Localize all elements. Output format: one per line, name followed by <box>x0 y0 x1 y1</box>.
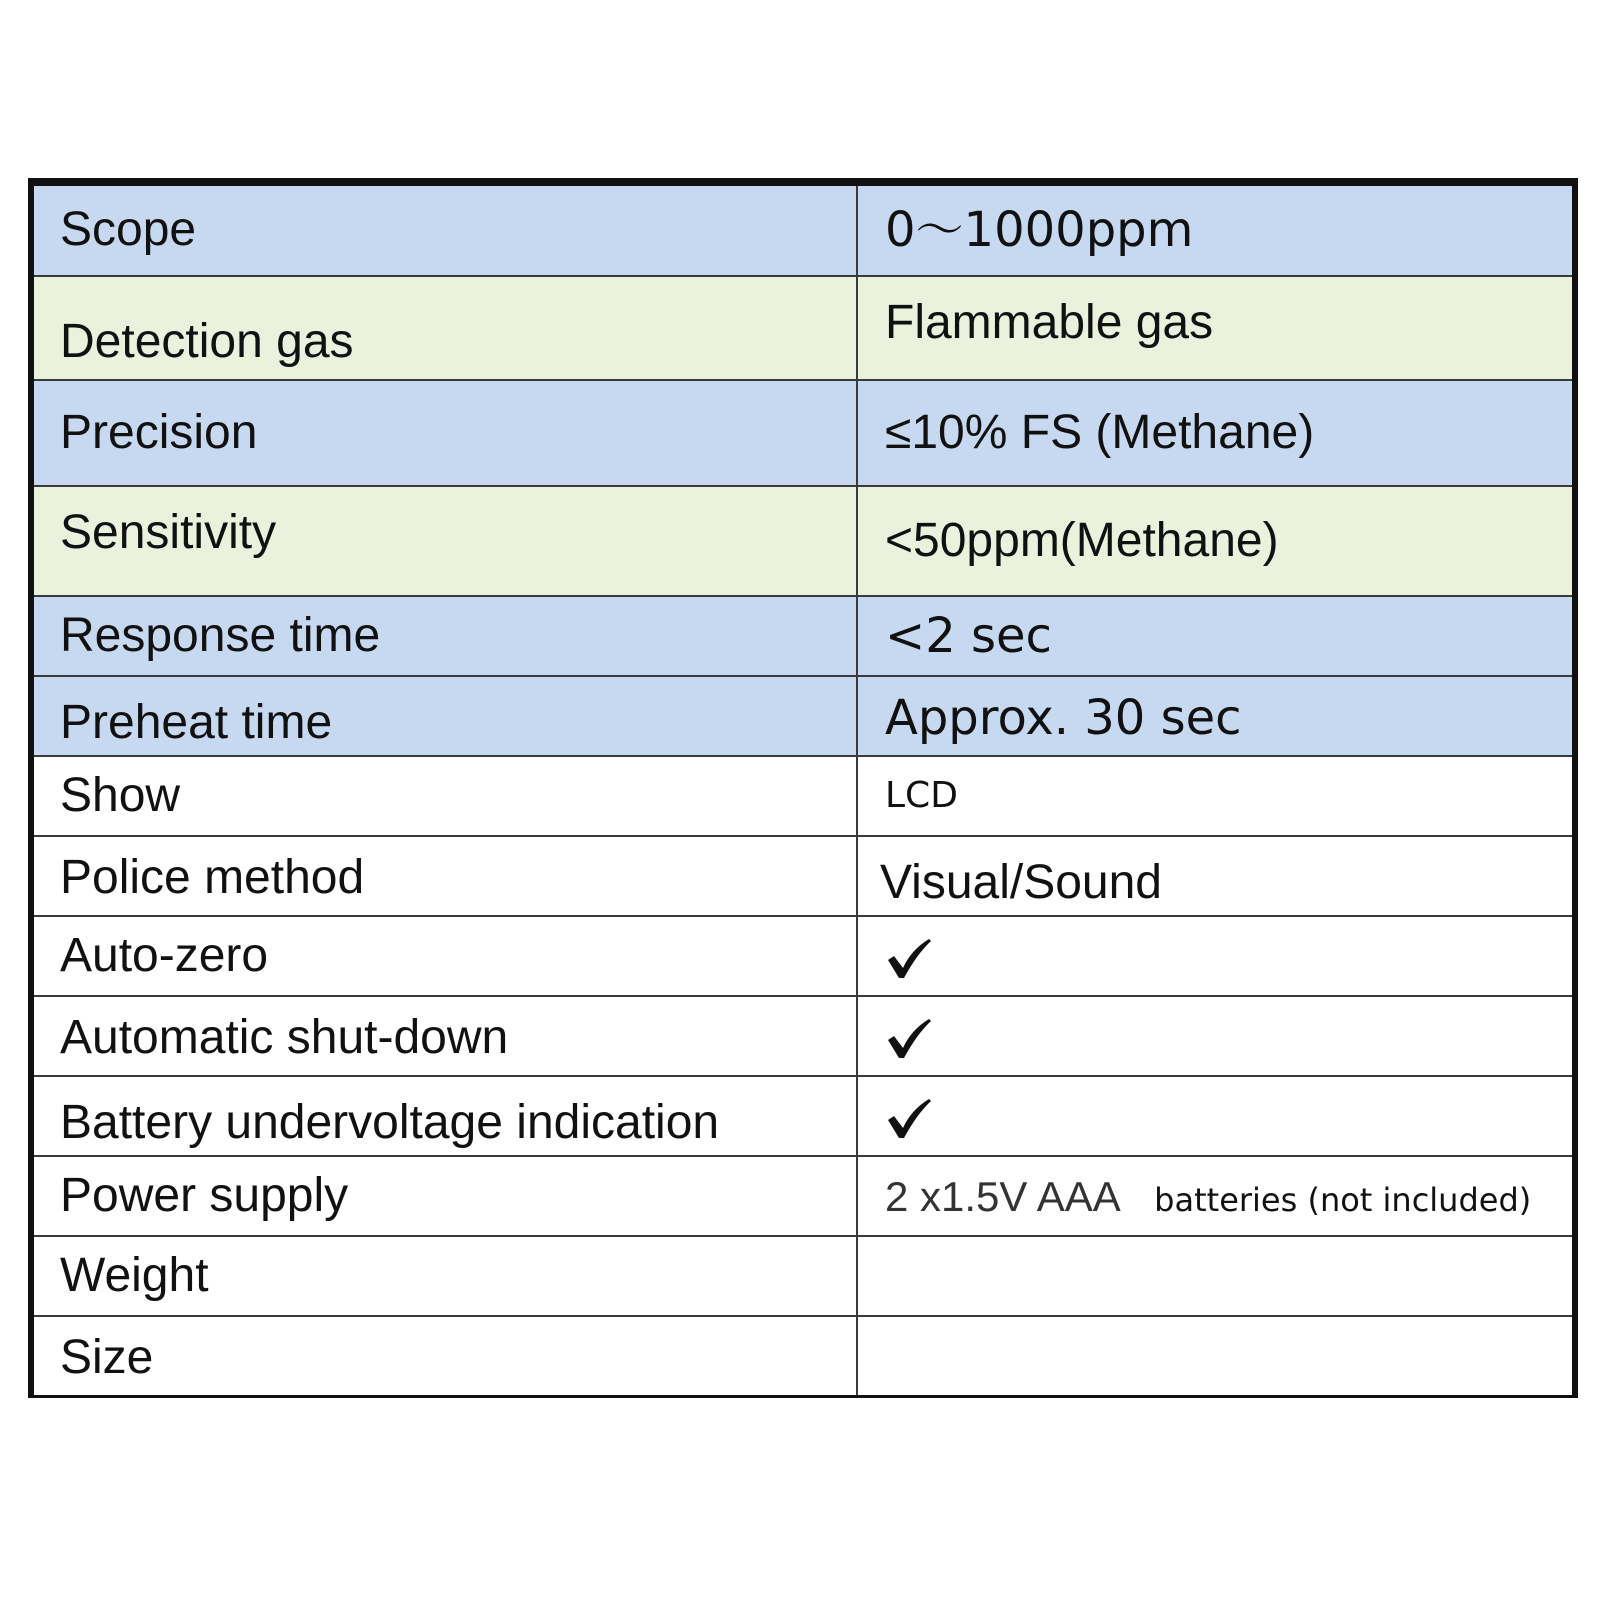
spec-label: Response time <box>31 596 857 676</box>
spec-value <box>857 1076 1575 1156</box>
spec-value <box>857 916 1575 996</box>
spec-value: 0～1000ppm <box>857 182 1575 276</box>
table-row <box>31 836 1575 916</box>
spec-value: ≤10% FS (Methane) <box>857 380 1575 486</box>
spec-label: Automatic shut-down <box>31 996 857 1076</box>
table-row <box>31 486 1575 596</box>
spec-value: <50ppm(Methane) <box>857 486 1575 596</box>
spec-label: Battery undervoltage indication <box>31 1076 857 1156</box>
spec-value <box>857 1316 1575 1396</box>
spec-label: Show <box>31 756 857 836</box>
spec-label: Detection gas <box>31 276 857 380</box>
spec-label: Power supply <box>31 1156 857 1236</box>
spec-label: Police method <box>31 836 857 916</box>
spec-label: Weight <box>31 1236 857 1316</box>
table-row <box>31 596 1575 676</box>
table-row <box>31 916 1575 996</box>
check-icon <box>885 1096 933 1140</box>
spec-value: Approx. 30 sec <box>857 676 1575 756</box>
check-icon <box>885 1016 933 1060</box>
spec-value <box>857 1156 1575 1236</box>
spec-label: Precision <box>31 380 857 486</box>
table-row <box>31 1316 1575 1396</box>
spec-value: Visual/Sound <box>857 836 1575 916</box>
spec-table <box>28 178 1578 1398</box>
spec-label: Size <box>31 1316 857 1396</box>
spec-value: Flammable gas <box>857 276 1575 380</box>
table-row <box>31 1236 1575 1316</box>
spec-value <box>857 996 1575 1076</box>
spec-value: LCD <box>857 756 1575 836</box>
check-icon <box>885 936 933 980</box>
spec-value <box>857 1236 1575 1316</box>
table-row <box>31 676 1575 756</box>
spec-value: <2 sec <box>857 596 1575 676</box>
table-row <box>31 380 1575 486</box>
table-row <box>31 1076 1575 1156</box>
table-row <box>31 182 1575 276</box>
spec-label: Preheat time <box>31 676 857 756</box>
table-row <box>31 756 1575 836</box>
table-row <box>31 1156 1575 1236</box>
spec-label: Sensitivity <box>31 486 857 596</box>
table-row <box>31 276 1575 380</box>
power-supply-value: 2 x1.5V AAA <box>885 1172 1121 1220</box>
table-row <box>31 996 1575 1076</box>
spec-label: Auto-zero <box>31 916 857 996</box>
spec-label: Scope <box>31 182 857 276</box>
power-supply-note: batteries (not included) <box>1154 1180 1532 1219</box>
